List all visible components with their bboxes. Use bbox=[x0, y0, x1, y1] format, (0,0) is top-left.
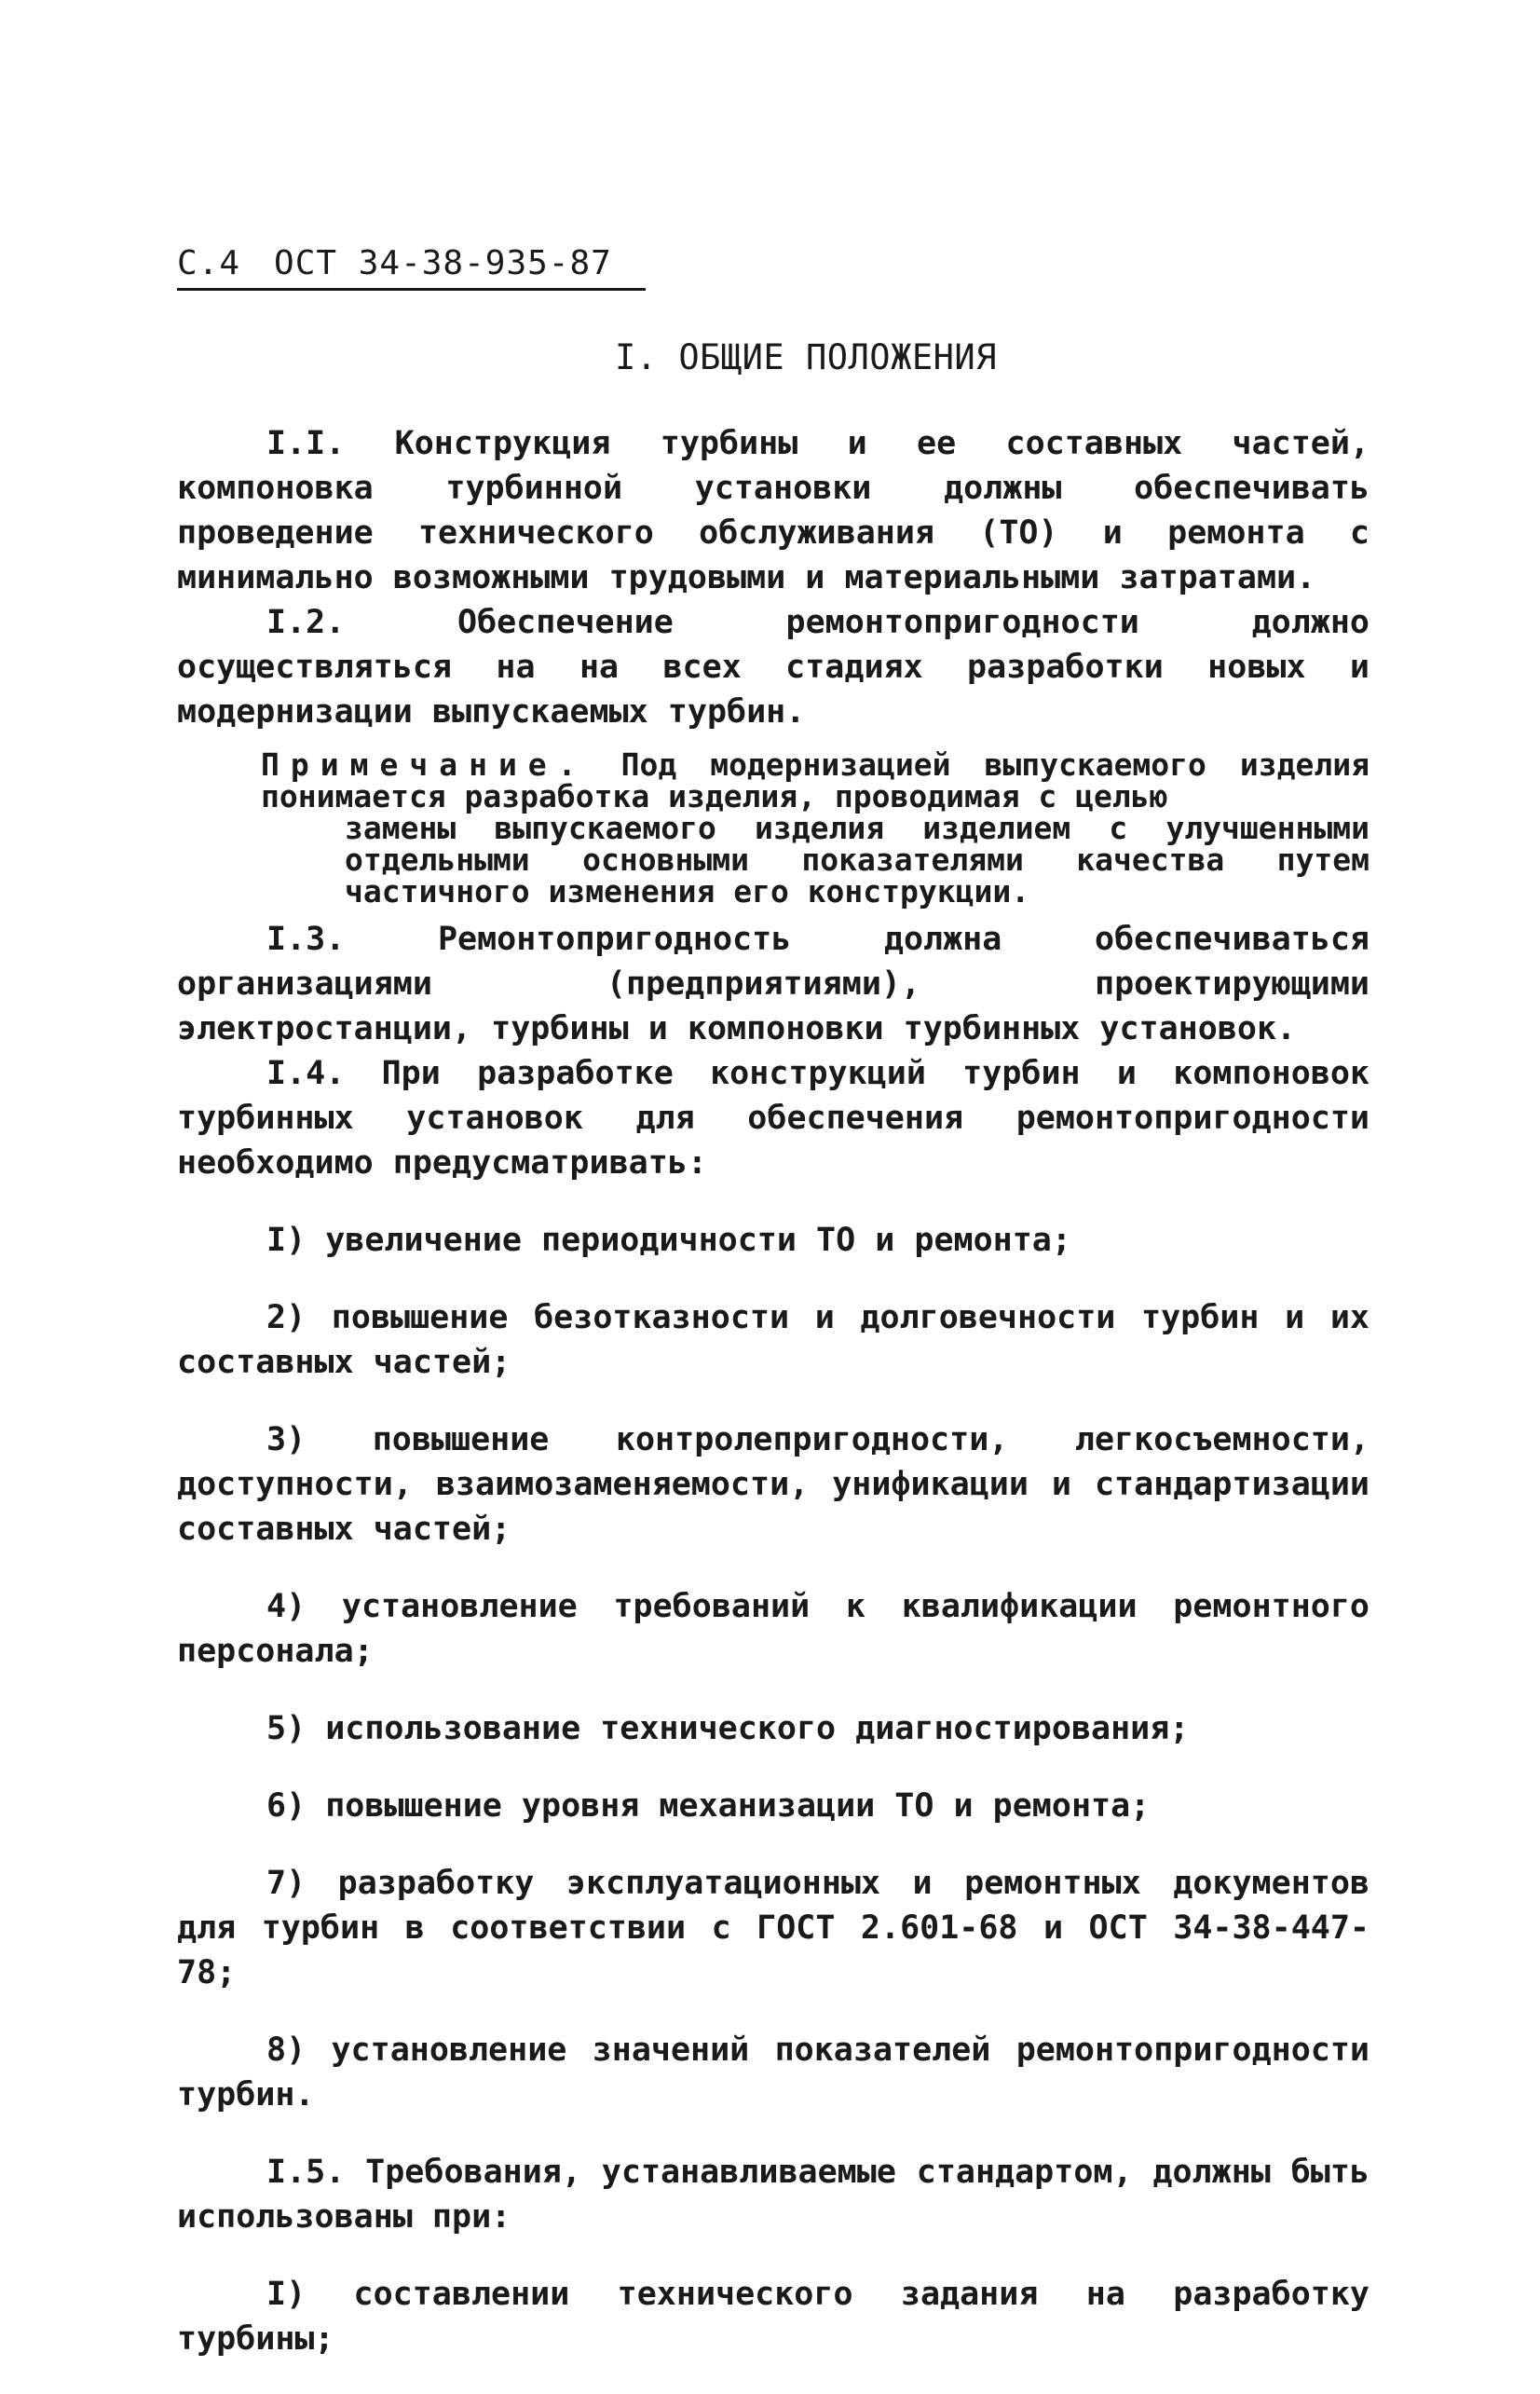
standard-code: ОСТ 34-38-935-87 bbox=[274, 244, 612, 282]
paragraph-1-4: I.4. При разработке конструкций турбин и компоновок турбинных установок для обеспечения ремонтопригодности необходимо предусматривать: bbox=[177, 1055, 1370, 1182]
list-item: 4) установление требований к квалификации ремонтного персонала; bbox=[177, 1588, 1370, 1670]
document-body bbox=[177, 421, 1370, 2394]
paragraph-1-1: I.I. Конструкция турбины и ее составных частей, компоновка турбинной установки должны обеспечивать проведение технического обслуживания (ТО) и ремонта с минимально возможными трудовыми и материальными затратами. bbox=[177, 425, 1370, 596]
section-title: I. ОБЩИЕ ПОЛОЖЕНИЯ bbox=[615, 337, 997, 377]
list-item: 3) повышение контролепригодности, легкосъемности, доступности, взаимозаменяемости, унификации и стандартизации составных частей; bbox=[177, 1421, 1370, 1548]
note-first-line: Под модернизацией выпускаемого изделия понимается разработка изделия, проводимая с целью bbox=[261, 746, 1370, 814]
note-continuation: замены выпускаемого изделия изделием с улучшенными отдельными основными показателями качества путем частичного изменения его конструкции. bbox=[345, 810, 1370, 910]
page-number: С.4 bbox=[177, 244, 241, 282]
page-header bbox=[177, 244, 646, 291]
list-item: I) составлении технического задания на разработку турбины; bbox=[177, 2276, 1370, 2358]
paragraph-1-5: I.5. Требования, устанавливаемые стандартом, должны быть использованы при: bbox=[177, 2154, 1370, 2236]
paragraph-1-3: I.3. Ремонтопригодность должна обеспечиваться организациями (предприятиями), проектирующими электростанции, турбины и компоновки турбинных установок. bbox=[177, 921, 1370, 1047]
list-item: 2) повышение безотказности и долговечности турбин и их составных частей; bbox=[177, 1299, 1370, 1381]
list-item: I) увеличение периодичности ТО и ремонта; bbox=[266, 1222, 1071, 1259]
list-item: 5) использование технического диагностирования; bbox=[266, 1710, 1190, 1747]
list-item: 8) установление значений показателей ремонтопригодности турбин. bbox=[177, 2031, 1370, 2114]
note-heading: Примечание. bbox=[261, 746, 588, 783]
paragraph-1-2: I.2. Обеспечение ремонтопригодности должно осуществляться на на всех стадиях разработки новых и модернизации выпускаемых турбин. bbox=[177, 604, 1370, 731]
list-item: 7) разработку эксплуатационных и ремонтных документов для турбин в соответствии с ГОСТ 2.601-68 и ОСТ 34-38-447-78; bbox=[177, 1865, 1370, 1991]
note-block bbox=[261, 746, 1370, 910]
list-item: 6) повышение уровня механизации ТО и ремонта; bbox=[266, 1787, 1151, 1825]
